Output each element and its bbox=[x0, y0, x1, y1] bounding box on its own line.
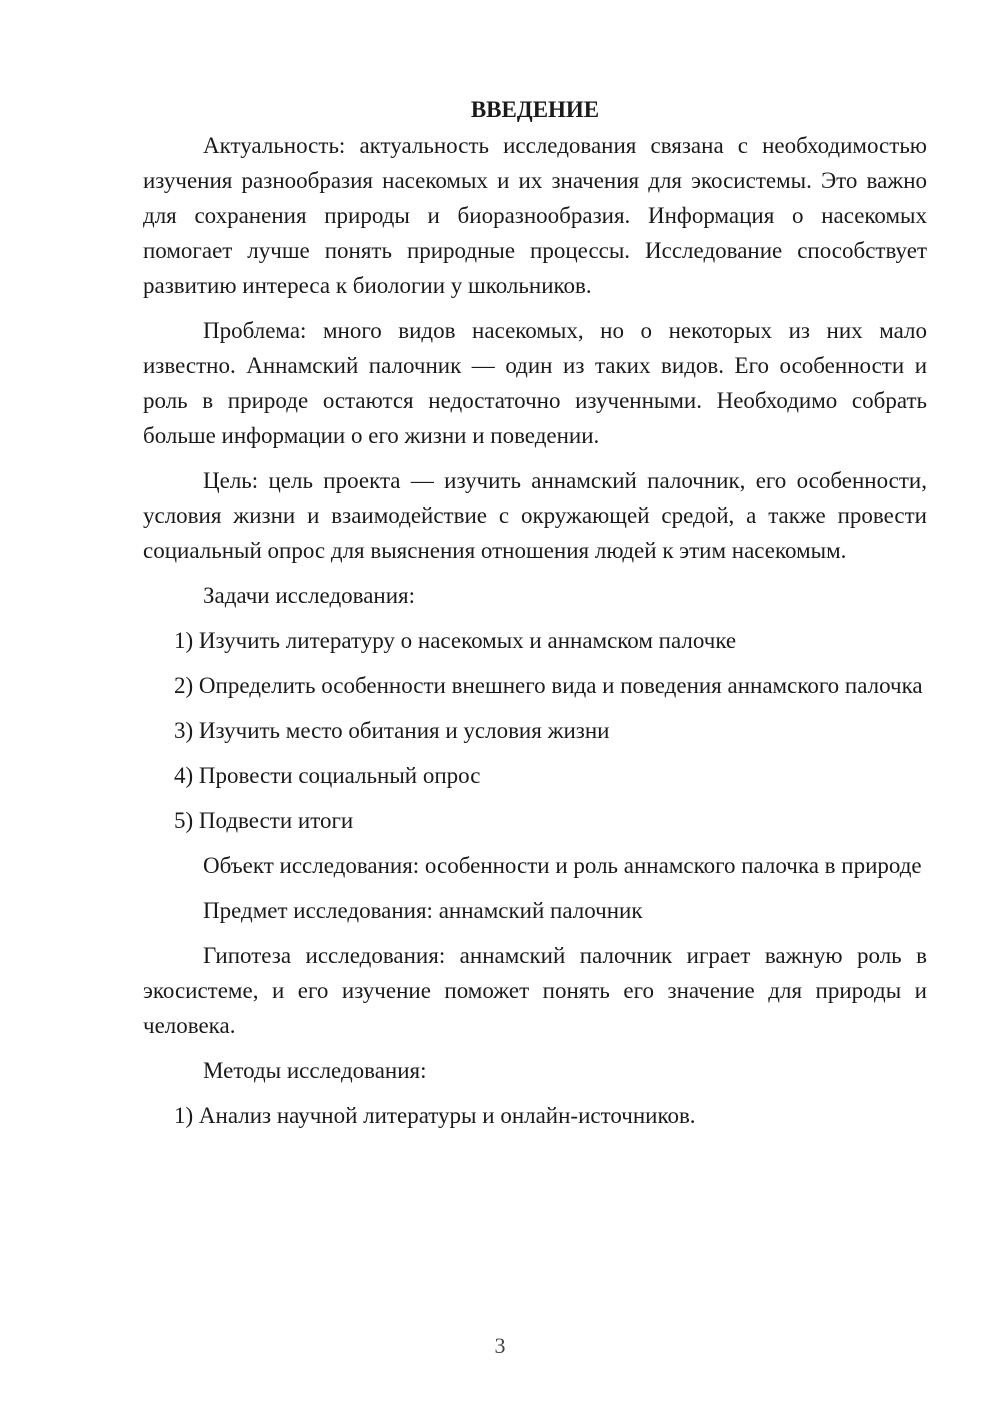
section-title: ВВЕДЕНИЕ bbox=[470, 97, 600, 122]
paragraph-relevance: Актуальность: актуальность исследования связана с необходимостью изучения разнообразия насекомых и их значения для экосистемы. Это важно для сохранения природы и биоразнообразия. Информация о насекомых помогает лучше понять природные процессы. Исследование способствует развитию интереса к биологии у школьников. bbox=[143, 133, 927, 298]
document-page bbox=[143, 92, 927, 1143]
methods-list bbox=[143, 1098, 927, 1133]
paragraph-subject: Предмет исследования: аннамский палочник bbox=[203, 898, 643, 923]
list-item: 1) Изучить литературу о насекомых и аннамском палочке bbox=[174, 628, 737, 653]
tasks-heading: Задачи исследования: bbox=[203, 583, 416, 608]
paragraph-problem: Проблема: много видов насекомых, но о некоторых из них мало известно. Аннамский палочник — один из таких видов. Его особенности и роль в природе остаются недостаточно изученными. Необходимо собрать больше информации о его жизни и поведении. bbox=[143, 318, 927, 448]
list-item: 4) Провести социальный опрос bbox=[174, 763, 481, 788]
tasks-list bbox=[143, 623, 927, 838]
list-item: 5) Подвести итоги bbox=[174, 808, 354, 833]
page-number: 3 bbox=[494, 1333, 506, 1358]
paragraph-hypothesis: Гипотеза исследования: аннамский палочник играет важную роль в экосистеме, и его изучение поможет понять его значение для природы и человека. bbox=[143, 943, 927, 1038]
paragraph-goal: Цель: цель проекта — изучить аннамский палочник, его особенности, условия жизни и взаимодействие с окружающей средой, а также провести социальный опрос для выяснения отношения людей к этим насекомым. bbox=[143, 468, 927, 563]
methods-heading: Методы исследования: bbox=[203, 1058, 427, 1083]
paragraph-object: Объект исследования: особенности и роль аннамского палочка в природе bbox=[203, 853, 922, 878]
list-item: 3) Изучить место обитания и условия жизни bbox=[174, 718, 610, 743]
list-item: 1) Анализ научной литературы и онлайн-источников. bbox=[174, 1103, 696, 1128]
list-item: 2) Определить особенности внешнего вида и поведения аннамского палочка bbox=[174, 673, 923, 698]
